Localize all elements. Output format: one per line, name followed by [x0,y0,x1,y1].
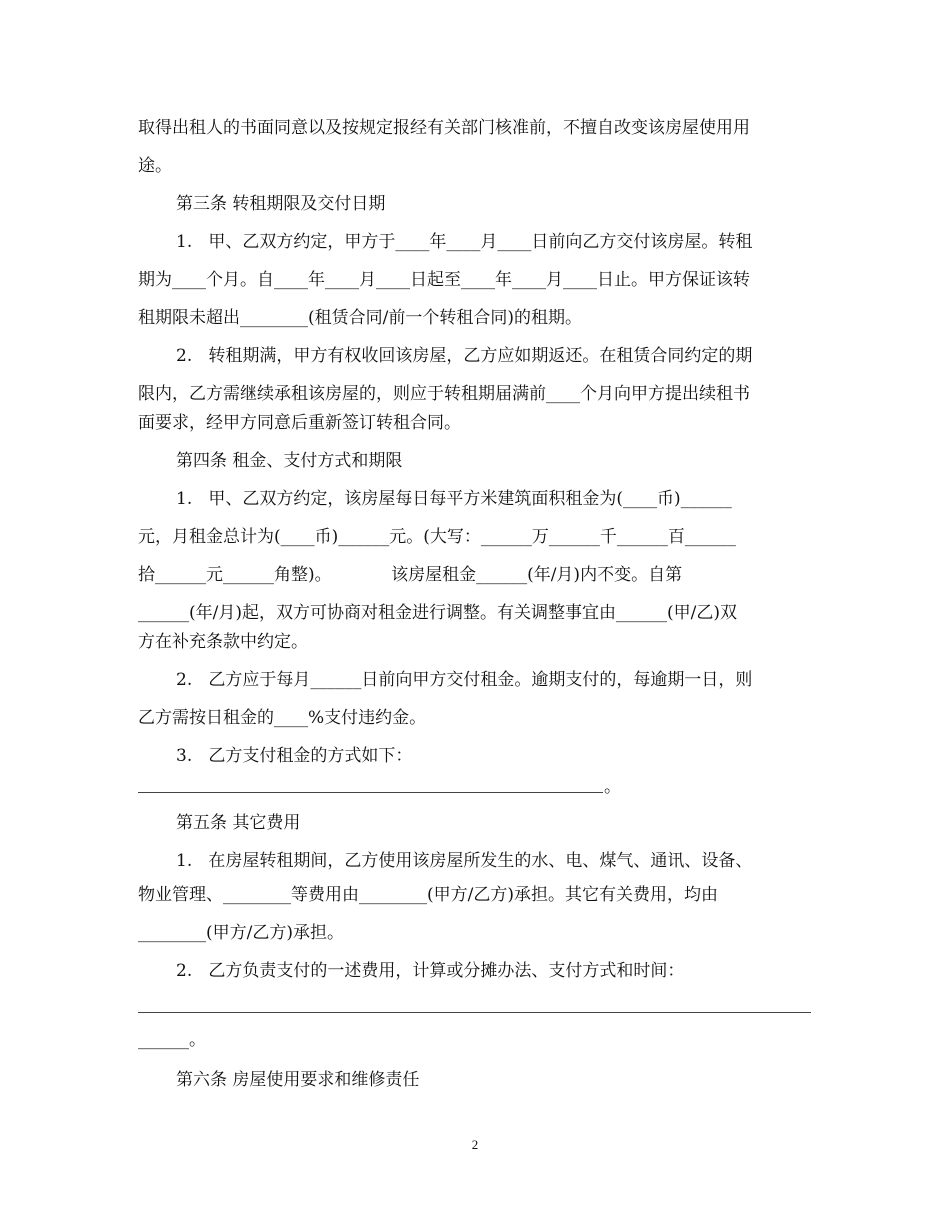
text-line: 1. 甲、乙双方约定，甲方于____年____月____日前向乙方交付该房屋。转租 [176,232,753,252]
text-line: 取得出租人的书面同意以及按规定报经有关部门核准前，不擅自改变该房屋使用用 [138,118,750,138]
section-heading: 第三条 转租期限及交付日期 [176,194,386,214]
text-line: 面要求，经甲方同意后重新签订转租合同。 [138,413,461,433]
text-line: 元，月租金总计为(____币)______元。(大写：______万______千______百______ [138,527,736,547]
text-line: ______。 [138,1030,206,1050]
section-heading: 第六条 房屋使用要求和维修责任 [176,1070,420,1090]
text-line: 拾______元______角整)。 该房屋租金______(年/月)内不变。自第 [138,565,683,585]
text-line: 限内，乙方需继续承租该房屋的，则应于转租期届满前____个月向甲方提出续租书 [138,384,750,404]
text-line: 物业管理、________等费用由________(甲方/乙方)承担。其它有关费用，均由 [138,885,718,905]
text-line: 期为____个月。自____年____月____日起至____年____月____日止。甲方保证该转 [138,270,750,290]
text-line: ______(年/月)起，双方可协商对租金进行调整。有关调整事宜由______(甲/乙)双 [138,603,737,623]
fill-in-blank-line [138,792,603,793]
text-line: 。 [604,777,621,797]
text-line: ________(甲方/乙方)承担。 [138,923,344,943]
fill-in-blank-line [138,1012,811,1013]
text-line: 1. 甲、乙双方约定，该房屋每日每平方米建筑面积租金为(____币)______ [176,489,732,509]
text-line: 1. 在房屋转租期间，乙方使用该房屋所发生的水、电、煤气、通讯、设备、 [176,851,753,871]
text-line: 方在补充条款中约定。 [138,632,308,652]
text-line: 3. 乙方支付租金的方式如下： [176,746,413,766]
text-line: 2. 乙方负责支付的一述费用，计算或分摊办法、支付方式和时间： [176,961,685,981]
text-line: 途。 [138,156,172,176]
text-line: 租期限未超出________(租赁合同/前一个转租合同)的租期。 [138,308,582,328]
section-heading: 第五条 其它费用 [176,813,301,833]
text-line: 2. 乙方应于每月______日前向甲方交付租金。逾期支付的，每逾期一日，则 [176,670,753,690]
text-line: 乙方需按日租金的____%支付违约金。 [138,708,427,728]
text-line: 2. 转租期满，甲方有权收回该房屋，乙方应如期返还。在租赁合同约定的期 [176,346,753,366]
page-number: 2 [471,1137,479,1152]
section-heading: 第四条 租金、支付方式和期限 [176,451,403,471]
